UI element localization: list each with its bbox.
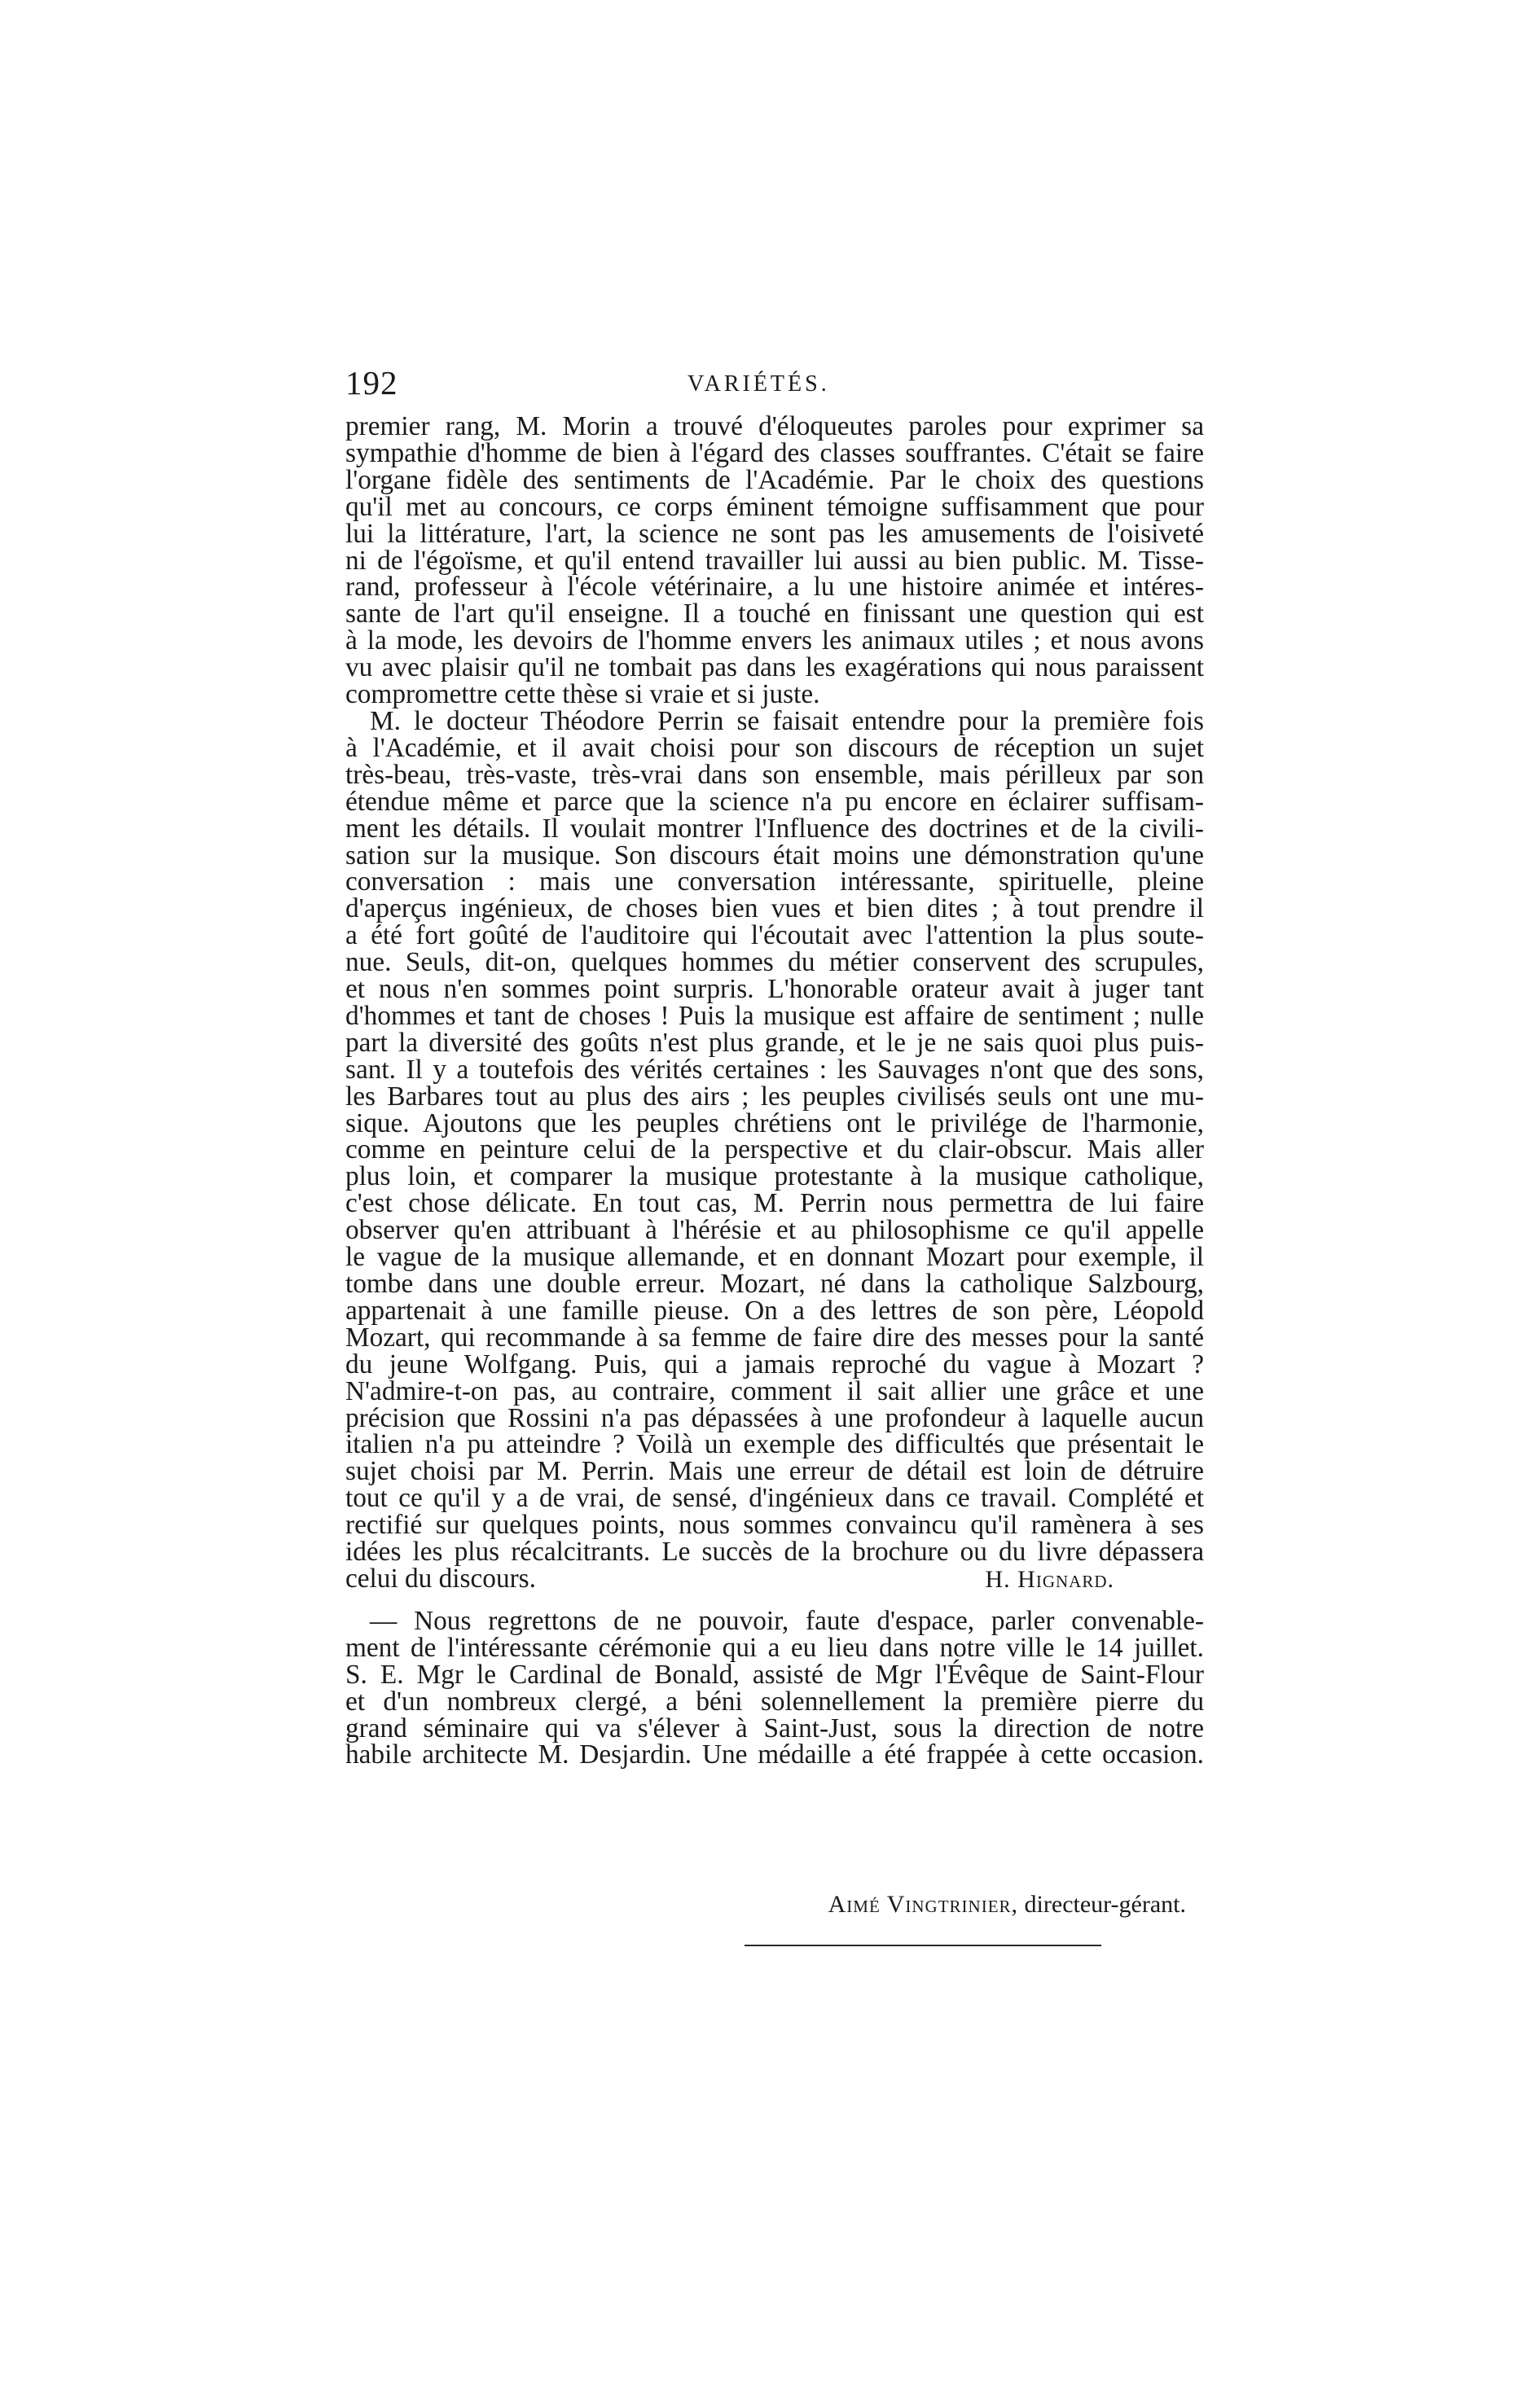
running-title: VARIÉTÉS. <box>688 371 830 397</box>
text-line: celui du discours. <box>345 1563 536 1594</box>
paragraph-ceremony <box>345 1605 1204 1770</box>
text-line: vu avec plaisir qu'il ne tombait pas dans les exagérations qui nous paraissent <box>345 652 1204 683</box>
text-line: idées les plus récalcitrants. Le succès de la brochure ou du livre dépassera <box>345 1537 1204 1568</box>
director-role: directeur-gérant. <box>1018 1891 1186 1918</box>
page-header <box>345 363 1204 412</box>
text-line: sique. Ajoutons que les peuples chrétiens ont le privilége de l'harmonie, <box>345 1108 1204 1138</box>
director-name: Aimé Vingtrinier, <box>828 1891 1019 1918</box>
text-line: habile architecte M. Desjardin. Une médaille a été frappée à cette occasion. <box>345 1739 1204 1770</box>
text-line: nue. Seuls, dit-on, quelques hommes du métier conservent des scrupules, <box>345 947 1204 978</box>
text-line: ment de l'intéressante cérémonie qui a eu lieu dans notre ville le 14 juillet. <box>345 1632 1204 1663</box>
text-line: l'organe fidèle des sentiments de l'Académie. Par le choix des questions <box>345 464 1204 495</box>
text-line: observer qu'en attribuant à l'hérésie et au philosophisme ce qu'il appelle <box>345 1215 1204 1246</box>
text-line: ni de l'égoïsme, et qu'il entend travailler lui aussi au bien public. M. Tisse- <box>345 545 1204 576</box>
text-line: premier rang, M. Morin a trouvé d'éloqueutes paroles pour exprimer sa <box>345 411 1204 441</box>
author-signature: H. Hignard. <box>985 1565 1114 1593</box>
text-line: sante de l'art qu'il enseigne. Il a touché en finissant une question qui est <box>345 599 1204 629</box>
text-line: sation sur la musique. Son discours était moins une démonstration qu'une <box>345 840 1204 871</box>
text-line: très-beau, très-vaste, très-vrai dans son ensemble, mais périlleux par son <box>345 759 1204 790</box>
text-line: M. le docteur Théodore Perrin se faisait entendre pour la première fois <box>370 705 1204 736</box>
text-line: italien n'a pu atteindre ? Voilà un exemple des difficultés que présentait le <box>345 1429 1204 1460</box>
text-line: sujet choisi par M. Perrin. Mais une erreur de détail est loin de détruire <box>345 1456 1204 1487</box>
text-line: a été fort goûté de l'auditoire qui l'écoutait avec l'attention la plus soute- <box>345 920 1204 951</box>
text-line: précision que Rossini n'a pas dépassées à une profondeur à laquelle aucun <box>345 1402 1204 1433</box>
paragraph-morin <box>345 411 1204 710</box>
text-line: compromettre cette thèse si vraie et si juste. <box>345 679 820 710</box>
text-line: étendue même et parce que la science n'a pu encore en éclairer suffisam- <box>345 786 1204 817</box>
director-credit <box>730 1891 1186 1919</box>
text-line: comme en peinture celui de la perspective et du clair-obscur. Mais aller <box>345 1134 1204 1165</box>
article-body <box>345 411 1204 1770</box>
text-line: appartenait à une famille pieuse. On a des lettres de son père, Léopold <box>345 1295 1204 1326</box>
text-line: tombe dans une double erreur. Mozart, né dans la catholique Salzbourg, <box>345 1269 1204 1299</box>
text-line: lui la littérature, l'art, la science ne sont pas les amusements de l'oisiveté <box>345 518 1204 549</box>
text-line: sant. Il y a toutefois des vérités certaines : les Sauvages n'ont que des sons, <box>345 1054 1204 1085</box>
text-line: — Nous regrettons de ne pouvoir, faute d'espace, parler convenable- <box>370 1605 1204 1636</box>
text-line: d'aperçus ingénieux, de choses bien vues et bien dites ; à tout prendre il <box>345 893 1204 924</box>
text-line: Mozart, qui recommande à sa femme de faire dire des messes pour la santé <box>345 1322 1204 1353</box>
text-line: S. E. Mgr le Cardinal de Bonald, assisté de Mgr l'Évêque de Saint-Flour <box>345 1659 1204 1690</box>
text-line: à l'Académie, et il avait choisi pour son discours de réception un sujet <box>345 732 1204 763</box>
text-line: et nous n'en sommes point surpris. L'honorable orateur avait à juger tant <box>345 974 1204 1005</box>
text-line: conversation : mais une conversation intéressante, spirituelle, pleine <box>345 866 1204 897</box>
text-line: tout ce qu'il y a de vrai, de sensé, d'ingénieux dans ce travail. Complété et <box>345 1483 1204 1514</box>
text-line: les Barbares tout au plus des airs ; les peuples civilisés seuls ont une mu- <box>345 1081 1204 1112</box>
text-line: N'admire-t-on pas, au contraire, comment il sait allier une grâce et une <box>345 1375 1204 1406</box>
page-number: 192 <box>345 364 398 401</box>
signature-line <box>345 1563 1204 1594</box>
closing-rule <box>745 1945 1101 1946</box>
text-line: part la diversité des goûts n'est plus grande, et le je ne sais quoi plus puis- <box>345 1027 1204 1058</box>
text-line: ment les détails. Il voulait montrer l'Influence des doctrines et de la civili- <box>345 813 1204 844</box>
text-line: sympathie d'homme de bien à l'égard des classes souffrantes. C'était se faire <box>345 437 1204 468</box>
text-line: qu'il met au concours, ce corps éminent témoigne suffisamment que pour <box>345 491 1204 522</box>
text-line: du jeune Wolfgang. Puis, qui a jamais reproché du vague à Mozart ? <box>345 1349 1204 1379</box>
text-line: c'est chose délicate. En tout cas, M. Perrin nous permettra de lui faire <box>345 1188 1204 1219</box>
text-line: et d'un nombreux clergé, a béni solennellement la première pierre du <box>345 1686 1204 1717</box>
text-line: d'hommes et tant de choses ! Puis la musique est affaire de sentiment ; nulle <box>345 1000 1204 1031</box>
text-line: plus loin, et comparer la musique protestante à la musique catholique, <box>345 1161 1204 1192</box>
text-line: grand séminaire qui va s'élever à Saint-Just, sous la direction de notre <box>345 1713 1204 1743</box>
text-line: rand, professeur à l'école vétérinaire, a lu une histoire animée et intéres- <box>345 572 1204 603</box>
text-line: rectifié sur quelques points, nous sommes convaincu qu'il ramènera à ses <box>345 1510 1204 1541</box>
paragraph-perrin <box>345 705 1204 1568</box>
text-line: à la mode, les devoirs de l'homme envers les animaux utiles ; et nous avons <box>345 625 1204 656</box>
text-line: le vague de la musique allemande, et en donnant Mozart pour exemple, il <box>345 1242 1204 1273</box>
